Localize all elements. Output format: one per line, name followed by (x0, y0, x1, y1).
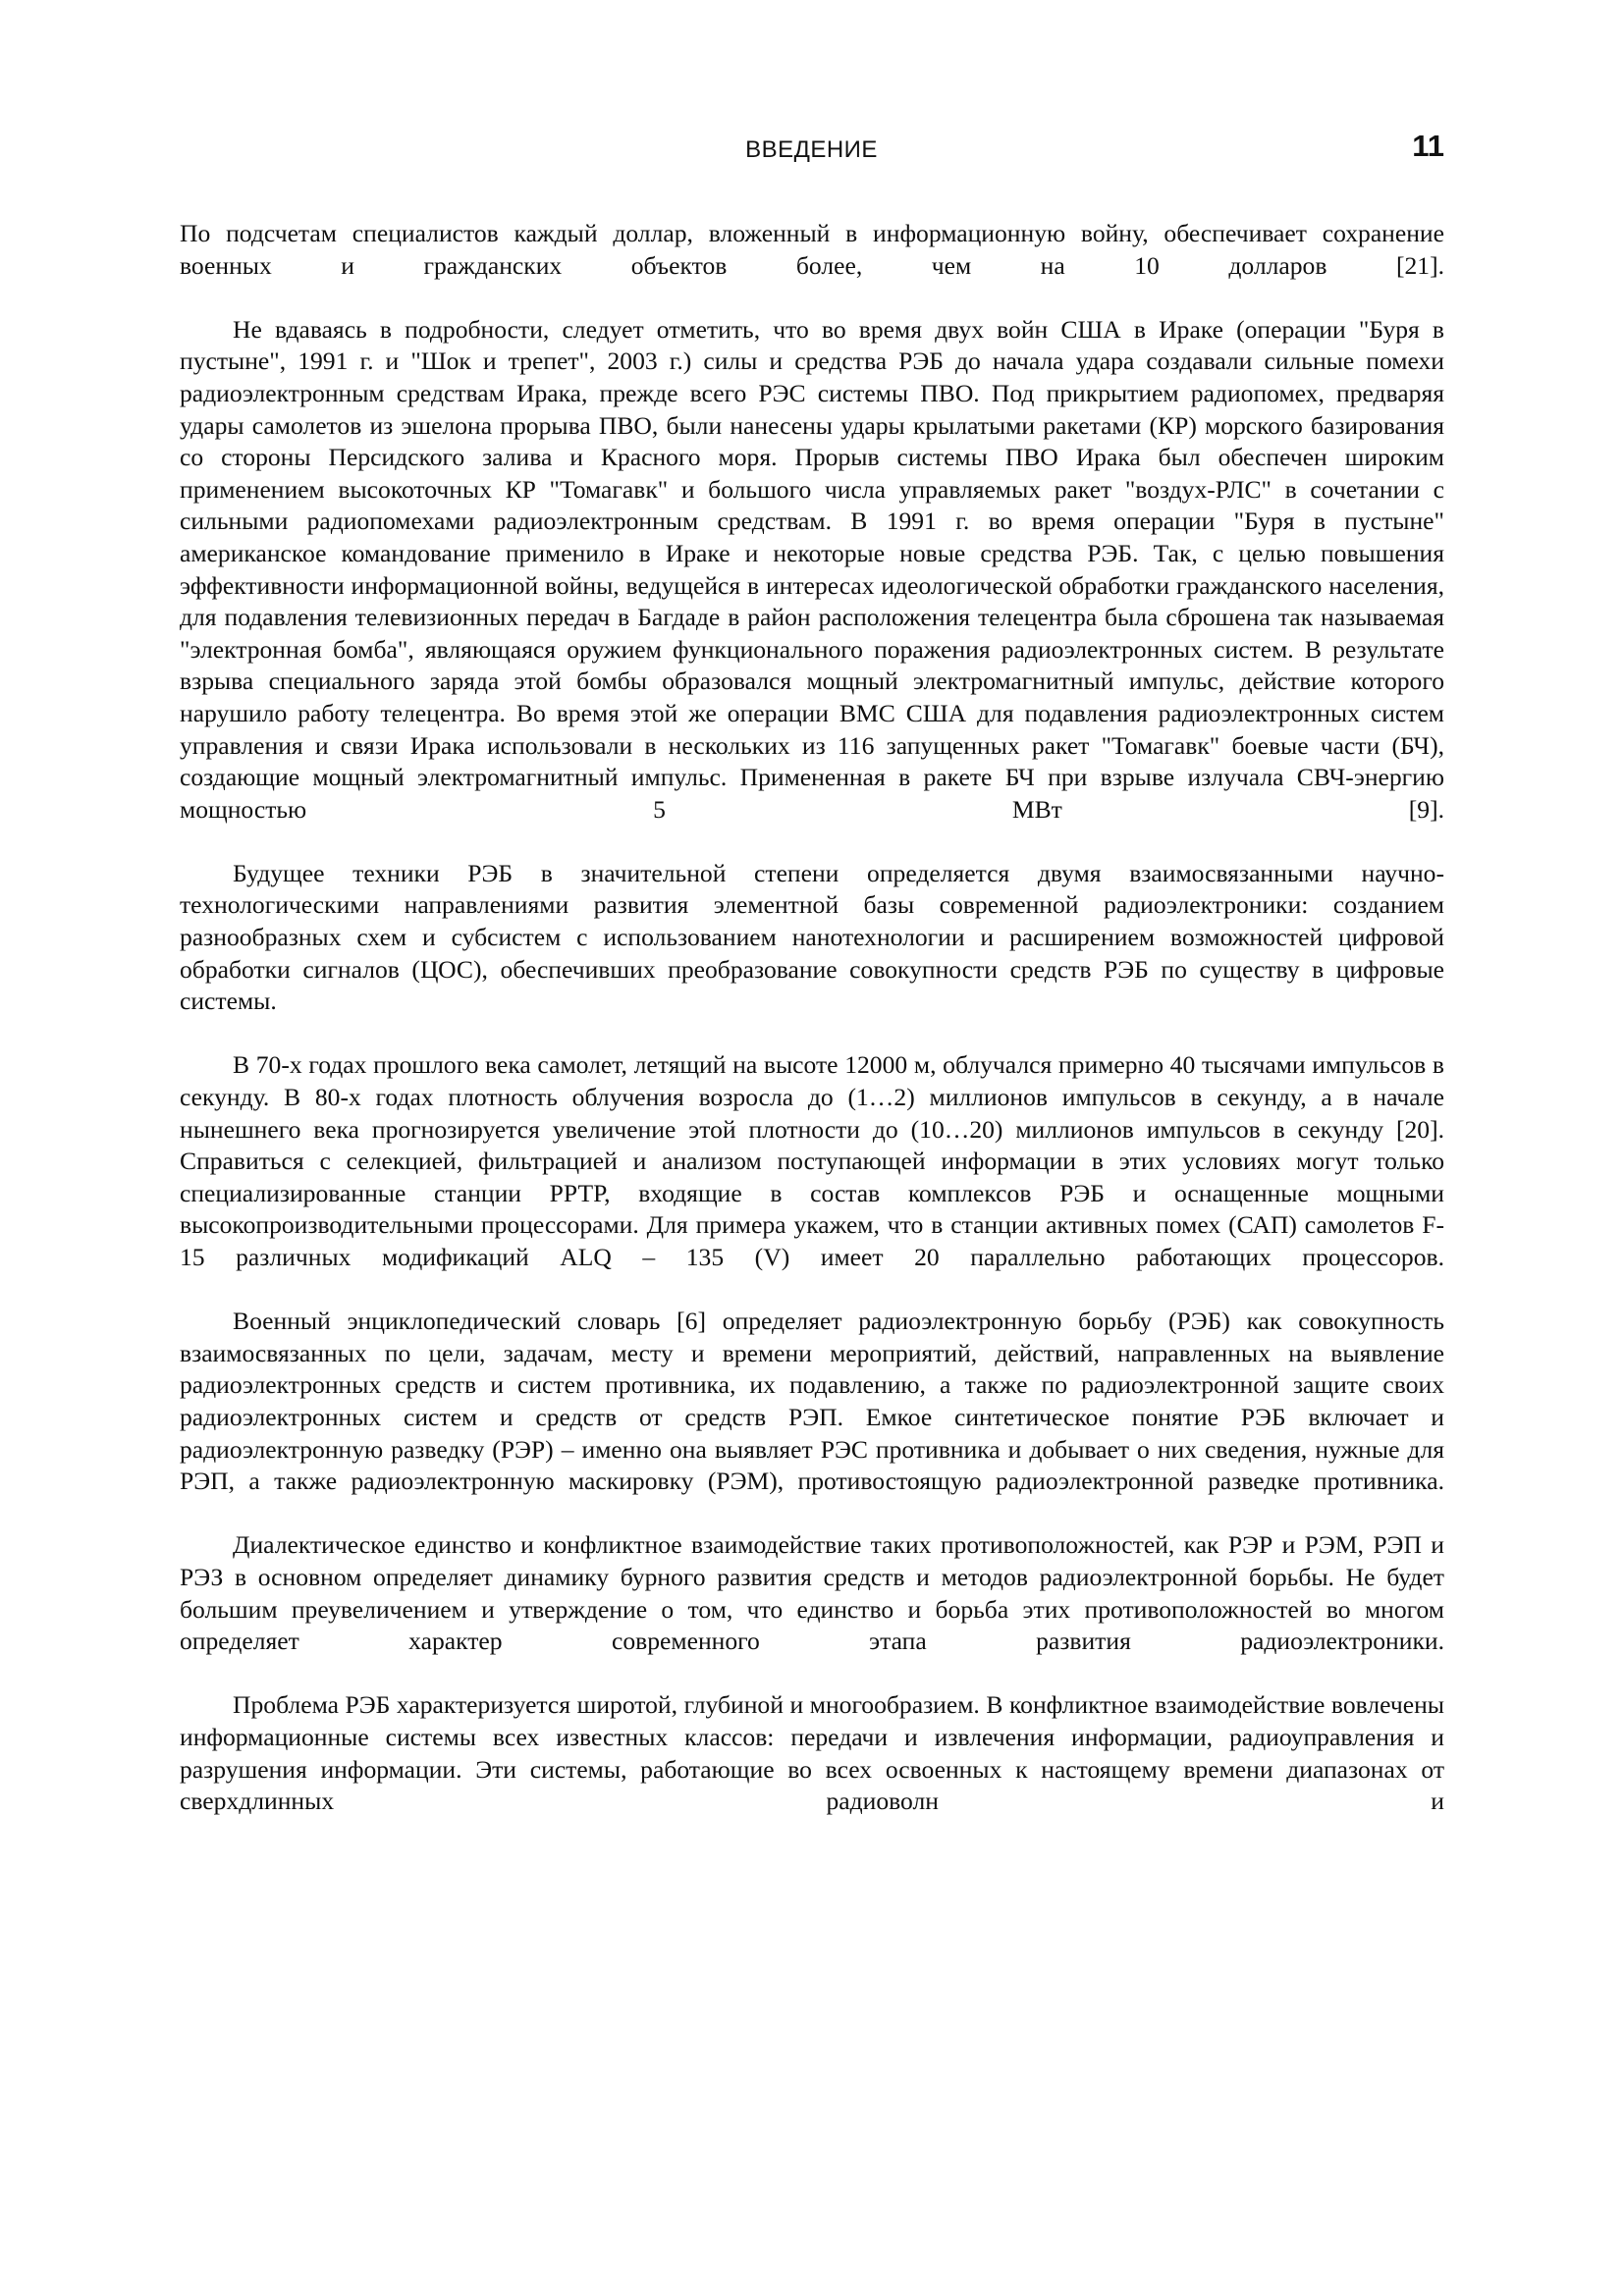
paragraph-4: В 70-х годах прошлого века самолет, летящий на высоте 12000 м, облучался примерно 40 тысячами импульсов в секунду. В 80-х годах плотность облучения возросла до (1…2) миллионов импульсов в секунду, а в начале нынешнего века прогнозируется увеличение этой плотности до (10…20) миллионов импульсов в секунду [20]. Справиться с селекцией, фильтрацией и анализом поступающей информации в этих условиях могут только специализированные станции РРТР, входящие в состав комплексов РЭБ и оснащенные мощными высокопроизводительными процессорами. Для примера укажем, что в станции активных помех (САП) самолетов F-15 различных модификаций ALQ – 135 (V) имеет 20 параллельно работающих процессоров. (180, 1050, 1444, 1271)
paragraph-1: По подсчетам специалистов каждый доллар, вложенный в информационную войну, обеспечивает сохранение военных и гражданских объектов более, чем на 10 долларов [21]. (180, 219, 1444, 280)
paragraph-2: Не вдаваясь в подробности, следует отметить, что во время двух войн США в Ираке (операции "Буря в пустыне", 1991 г. и "Шок и трепет", 2003 г.) силы и средства РЭБ до начала удара создавали сильные помехи радиоэлектронным средствам Ирака, прежде всего РЭС системы ПВО. Под прикрытием радиопомех, предваряя удары самолетов из эшелона прорыва ПВО, были нанесены удары крылатыми ракетами (КР) морского базирования со стороны Персидского залива и Красного моря. Прорыв системы ПВО Ирака был обеспечен широким применением высокоточных КР "Томагавк" и большого числа управляемых ракет "воздух-РЛС" в сочетании с сильными радиопомехами радиоэлектронным средствам. В 1991 г. во время операции "Буря в пустыне" американское командование применило в Ираке и некоторые новые средства РЭБ. Так, с целью повышения эффективности информационной войны, ведущейся в интересах идеологической обработки гражданского населения, для подавления телевизионных передач в Багдаде в район расположения телецентра была сброшена так называемая "электронная бомба", являющаяся оружием функционального поражения радиоэлектронных систем. В результате взрыва специального заряда этой бомбы образовался мощный электромагнитный импульс, действие которого нарушило работу телецентра. Во время этой же операции ВМС США для подавления радиоэлектронных систем управления и связи Ирака использовали в нескольких из 116 запущенных ракет "Томагавк" боевые части (БЧ), создающие мощный электромагнитный импульс. Примененная в ракете БЧ при взрыве излучала СВЧ-энергию мощностью 5 МВт [9]. (180, 314, 1444, 824)
running-head (180, 136, 1443, 176)
paragraph-7: Проблема РЭБ характеризуется широтой, глубиной и многообразием. В конфликтное взаимодействие вовлечены информационные системы всех известных классов: передачи и извлечения информации, радиоуправления и разрушения информации. Эти системы, работающие во всех освоенных к настоящему времени диапазонах от сверхдлинных радиоволн и (180, 1690, 1444, 1816)
paragraph-6: Диалектическое единство и конфликтное взаимодействие таких противоположностей, как РЭР и РЭМ, РЭП и РЭЗ в основном определяет динамику бурного развития средств и методов радиоэлектронной борьбы. Не будет большим преувеличением и утверждение о том, что единство и борьба этих противоположностей во многом определяет характер современного этапа развития радиоэлектроники. (180, 1530, 1444, 1656)
page-number: 11 (1412, 129, 1444, 163)
paragraph-3: Будущее техники РЭБ в значительной степени определяется двумя взаимосвязанными научно-технологическими направлениями развития элементной базы современной радиоэлектроники: созданием разнообразных схем и субсистем с использованием нанотехнологии и расширением возможностей цифровой обработки сигналов (ЦОС), обеспечивших преобразование совокупности средств РЭБ по существу в цифровые системы. (180, 858, 1444, 1016)
running-head-title: ВВЕДЕНИЕ (745, 136, 878, 163)
paragraph-5: Военный энциклопедический словарь [6] определяет радиоэлектронную борьбу (РЭБ) как совокупность взаимосвязанных по цели, задачам, месту и времени мероприятий, действий, направленных на выявление радиоэлектронных средств и систем противника, их подавлению, а также по радиоэлектронной защите своих радиоэлектронных систем и средств от средств РЭП. Емкое синтетическое понятие РЭБ включает и радиоэлектронную разведку (РЭР) – именно она выявляет РЭС противника и добывает о них сведения, нужные для РЭП, а также радиоэлектронную маскировку (РЭМ), противостоящую радиоэлектронной разведке противника. (180, 1307, 1444, 1496)
body-text-block (180, 218, 1444, 1849)
